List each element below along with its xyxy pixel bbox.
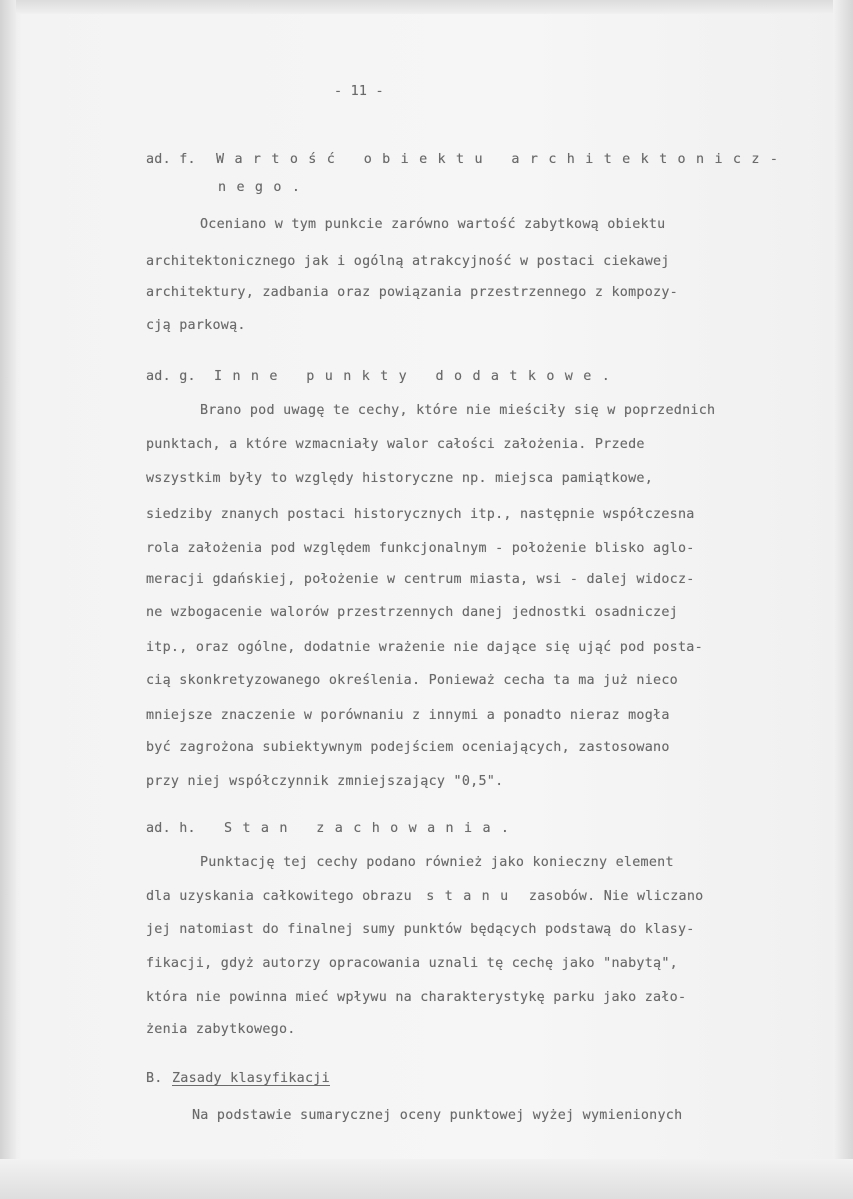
section-f-label: ad. f. [146, 152, 196, 167]
paragraph-line: Punktację tej cechy podano również jako konieczny element [200, 855, 674, 870]
paragraph-line-part: zasobów. Nie wliczano [528, 889, 704, 904]
paragraph-line: rola założenia pod względem funkcjonalnym - położenie blisko aglo- [146, 541, 695, 556]
section-h-label: ad. h. [146, 821, 196, 836]
paragraph-line: fikacji, gdyż autorzy opracowania uznali tę cechę jako "nabytą", [146, 956, 678, 971]
paragraph-line: być zagrożona subiektywnym podejściem oceniających, zastosowano [146, 740, 670, 755]
paragraph-line: cją parkową. [146, 318, 246, 333]
paragraph-line: która nie powinna mieć wpływu na charakterystykę parku jako zało- [146, 990, 687, 1005]
paragraph-line: Oceniano w tym punkcie zarówno wartość zabytkową obiektu [200, 217, 666, 232]
paragraph-line: meracji gdańskiej, położenie w centrum miasta, wsi - dalej widocz- [146, 572, 695, 587]
paragraph-line-part: dla uzyskania całkowitego obrazu [146, 889, 412, 904]
scan-edge-left [0, 0, 16, 1199]
section-h-title: Stan zachowania. [224, 821, 520, 836]
paragraph-line: przy niej współczynnik zmniejszający "0,5". [146, 774, 504, 789]
spaced-word: stanu [426, 889, 519, 904]
paragraph-line: mniejsze znaczenie w porównaniu z innymi a ponadto nieraz mogła [146, 708, 670, 723]
paragraph-line-mixed [146, 889, 703, 905]
paragraph-line: punktach, a które wzmacniały walor całości założenia. Przede [146, 437, 645, 452]
paragraph-line: żenia zabytkowego. [146, 1022, 296, 1037]
paragraph-line: ne wzbogacenie walorów przestrzennych danej jednostki osadniczej [146, 605, 678, 620]
section-f-title-part1: Wartość obiektu architektonicz- [216, 152, 789, 167]
paragraph-line: wszystkim były to względy historyczne np. miejsca pamiątkowe, [146, 471, 654, 486]
paragraph-line: Na podstawie sumarycznej oceny punktowej wyżej wymienionych [192, 1108, 683, 1123]
section-b-title: Zasady klasyfikacji [172, 1071, 330, 1086]
section-f-title-part2: nego. [218, 180, 311, 195]
scan-edge-top [0, 0, 853, 14]
paragraph-line: Brano pod uwagę te cechy, które nie mieściły się w poprzednich [200, 403, 716, 418]
paragraph-line: jej natomiast do finalnej sumy punktów będących podstawą do klasy- [146, 922, 695, 937]
paragraph-line: cią skonkretyzowanego określenia. Ponieważ cecha ta ma już nieco [146, 673, 678, 688]
paragraph-line: siedziby znanych postaci historycznych itp., następnie współczesna [146, 507, 695, 522]
scan-edge-right [833, 0, 853, 1199]
paragraph-line: itp., oraz ogólne, dodatnie wrażenie nie dające się ująć pod posta- [146, 640, 703, 655]
section-g-title: Inne punkty dodatkowe. [214, 369, 621, 384]
section-g-label: ad. g. [146, 369, 196, 384]
scan-edge-bottom [0, 1159, 853, 1199]
paragraph-line: architektury, zadbania oraz powiązania przestrzennego z kompozy- [146, 285, 678, 300]
page-number: - 11 - [334, 84, 384, 99]
section-b-label: B. [146, 1071, 163, 1086]
paragraph-line: architektonicznego jak i ogólną atrakcyjność w postaci ciekawej [146, 254, 670, 269]
